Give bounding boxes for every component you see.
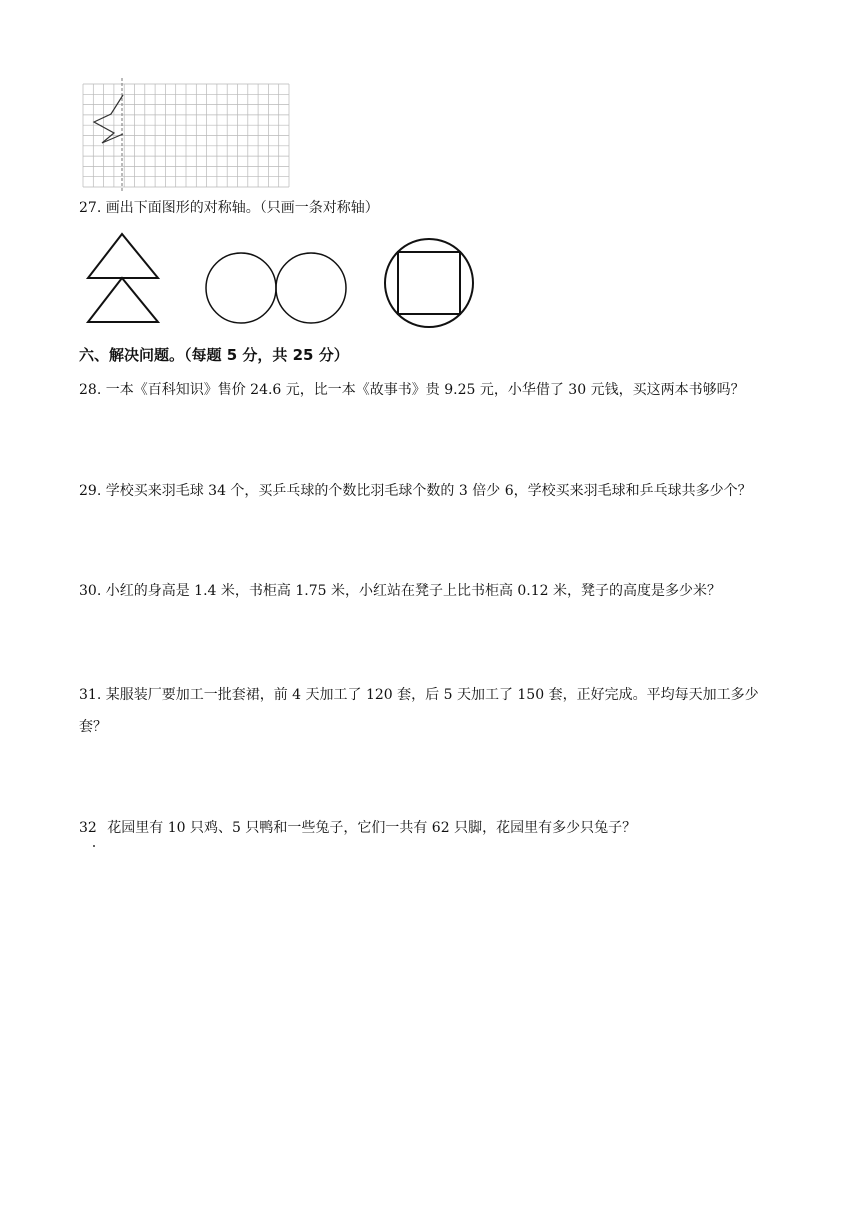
question-31-continuation: 套？	[79, 719, 107, 735]
square-in-circle-figure	[383, 237, 477, 331]
question-number: 28.	[79, 382, 102, 398]
top-triangle	[88, 234, 158, 278]
question-number: 27.	[79, 200, 102, 216]
question-28	[79, 380, 745, 400]
question-text: 学校买来羽毛球 34 个，买乒乓球的个数比羽毛球个数的 3 倍少 6，学校买来羽毛球和乒乓球共多少个？	[105, 483, 752, 499]
two-circles-figure	[204, 248, 354, 328]
inscribed-square	[398, 252, 460, 314]
stray-dot	[93, 845, 95, 847]
question-number: 30.	[79, 583, 102, 599]
question-32	[79, 818, 636, 838]
question-text: 画出下面图形的对称轴。（只画一条对称轴）	[105, 200, 379, 216]
question-text: 花园里有 10 只鸡、5 只鸭和一些兔子，它们一共有 62 只脚，花园里有多少只兔子？	[107, 820, 637, 836]
question-30	[79, 581, 721, 601]
question-text-line1: 某服装厂要加工一批套裙，前 4 天加工了 120 套，后 5 天加工了 150 套，正好完成。平均每天加工多少	[105, 687, 759, 703]
question-text: 一本《百科知识》售价 24.6 元，比一本《故事书》贵 9.25 元，小华借了 30 元钱，买这两本书够吗？	[105, 382, 745, 398]
question-31	[79, 685, 759, 705]
question-text: 小红的身高是 1.4 米，书柜高 1.75 米，小红站在凳子上比书柜高 0.12 米，凳子的高度是多少米？	[105, 583, 722, 599]
bottom-triangle	[88, 278, 158, 322]
grid-figure	[80, 82, 290, 192]
question-number: 31.	[79, 687, 102, 703]
stacked-triangles-figure	[84, 230, 164, 326]
question-29	[79, 481, 752, 501]
section-heading: 六、解决问题。（每题 5 分，共 25 分）	[79, 346, 349, 364]
right-circle	[276, 253, 346, 323]
left-circle	[206, 253, 276, 323]
question-27	[79, 198, 379, 218]
question-number: 29.	[79, 483, 102, 499]
question-number: 32	[79, 820, 97, 836]
